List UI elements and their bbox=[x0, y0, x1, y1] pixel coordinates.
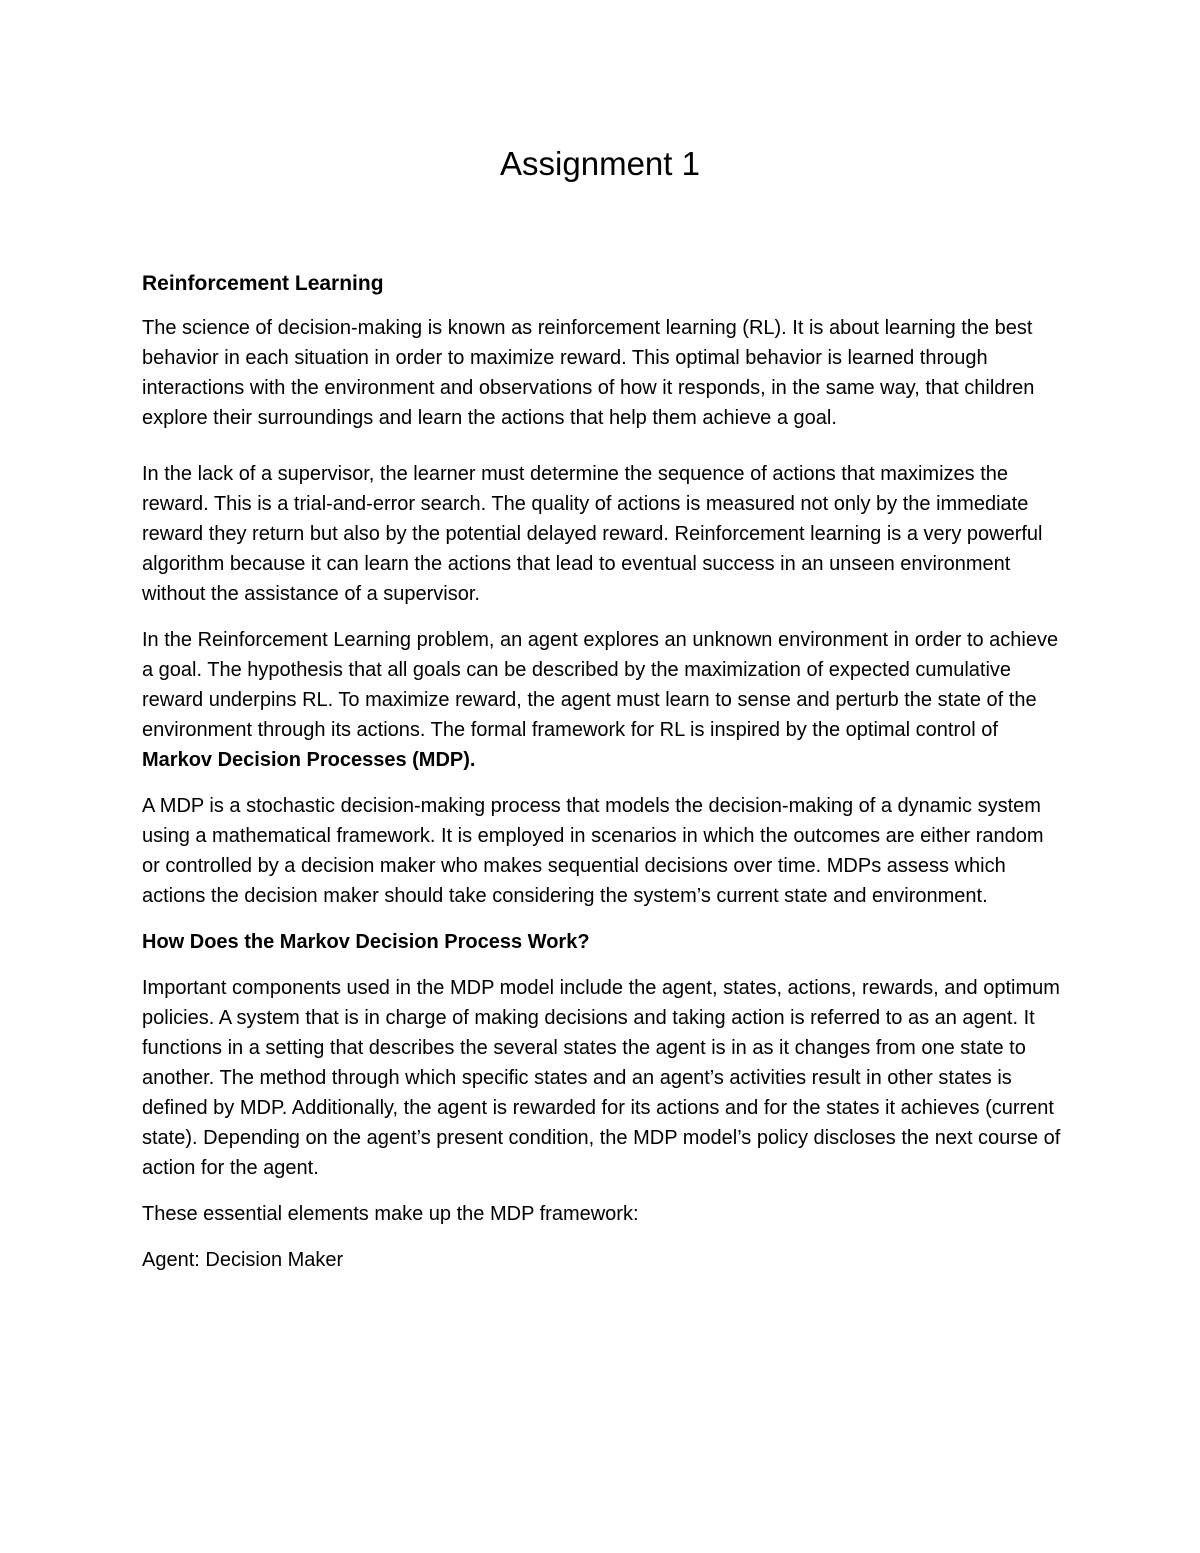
rl-problem-text: In the Reinforcement Learning problem, an agent explores an unknown environment in order to achieve a goal. The hypothesis that all goals can be described by the maximization of expected cumulative reward underpins RL. To maximize reward, the agent must learn to sense and perturb the state of the environment through its actions. The formal framework for RL is inspired by the optimal control of bbox=[142, 629, 1059, 741]
agent-definition-line: Agent: Decision Maker bbox=[142, 1249, 344, 1271]
mdp-bold-term: Markov Decision Processes (MDP) bbox=[142, 749, 470, 771]
section-heading: Reinforcement Learning bbox=[142, 272, 384, 295]
paragraph-trial-and-error: In the lack of a supervisor, the learner must determine the sequence of actions that maximizes the reward. This is a trial-and-error search. The quality of actions is measured not only by the immediate reward they return but also by the potential delayed reward. Reinforcement learning is a very powerful algorithm because it can learn the actions that lead to eventual success in an unseen environment without the assistance of a supervisor. bbox=[142, 463, 1043, 605]
paragraph-rl-definition: The science of decision-making is known as reinforcement learning (RL). It is about learning the best behavior in each situation in order to maximize reward. This optimal behavior is learned through interactions with the environment and observations of how it responds, in the same way, that children explore their surroundings and learn the actions that help them achieve a goal. bbox=[142, 317, 1035, 429]
paragraph-rl-problem bbox=[142, 625, 1062, 775]
elements-intro-line: These essential elements make up the MDP framework: bbox=[142, 1203, 639, 1225]
paragraph-mdp-definition: A MDP is a stochastic decision-making process that models the decision-making of a dynamic system using a mathematical framework. It is employed in scenarios in which the outcomes are either random or controlled by a decision maker who makes sequential decisions over time. MDPs assess which actions the decision maker should take considering the system’s current state and environment. bbox=[142, 795, 1044, 907]
mdp-how-it-works-heading: How Does the Markov Decision Process Work? bbox=[142, 931, 590, 953]
document-title: Assignment 1 bbox=[500, 145, 700, 182]
rl-problem-ending: . bbox=[469, 749, 476, 771]
document-body bbox=[142, 268, 1062, 1291]
paragraph-mdp-components: Important components used in the MDP model include the agent, states, actions, rewards, and optimum policies. A system that is in charge of making decisions and taking action is referred to as an agent. It functions in a setting that describes the several states the agent is in as it changes from one state to another. The method through which specific states and an agent’s activities result in other states is defined by MDP. Additionally, the agent is rewarded for its actions and for the states it achieves (current state). Depending on the agent’s present condition, the MDP model’s policy discloses the next course of action for the agent. bbox=[142, 977, 1061, 1179]
